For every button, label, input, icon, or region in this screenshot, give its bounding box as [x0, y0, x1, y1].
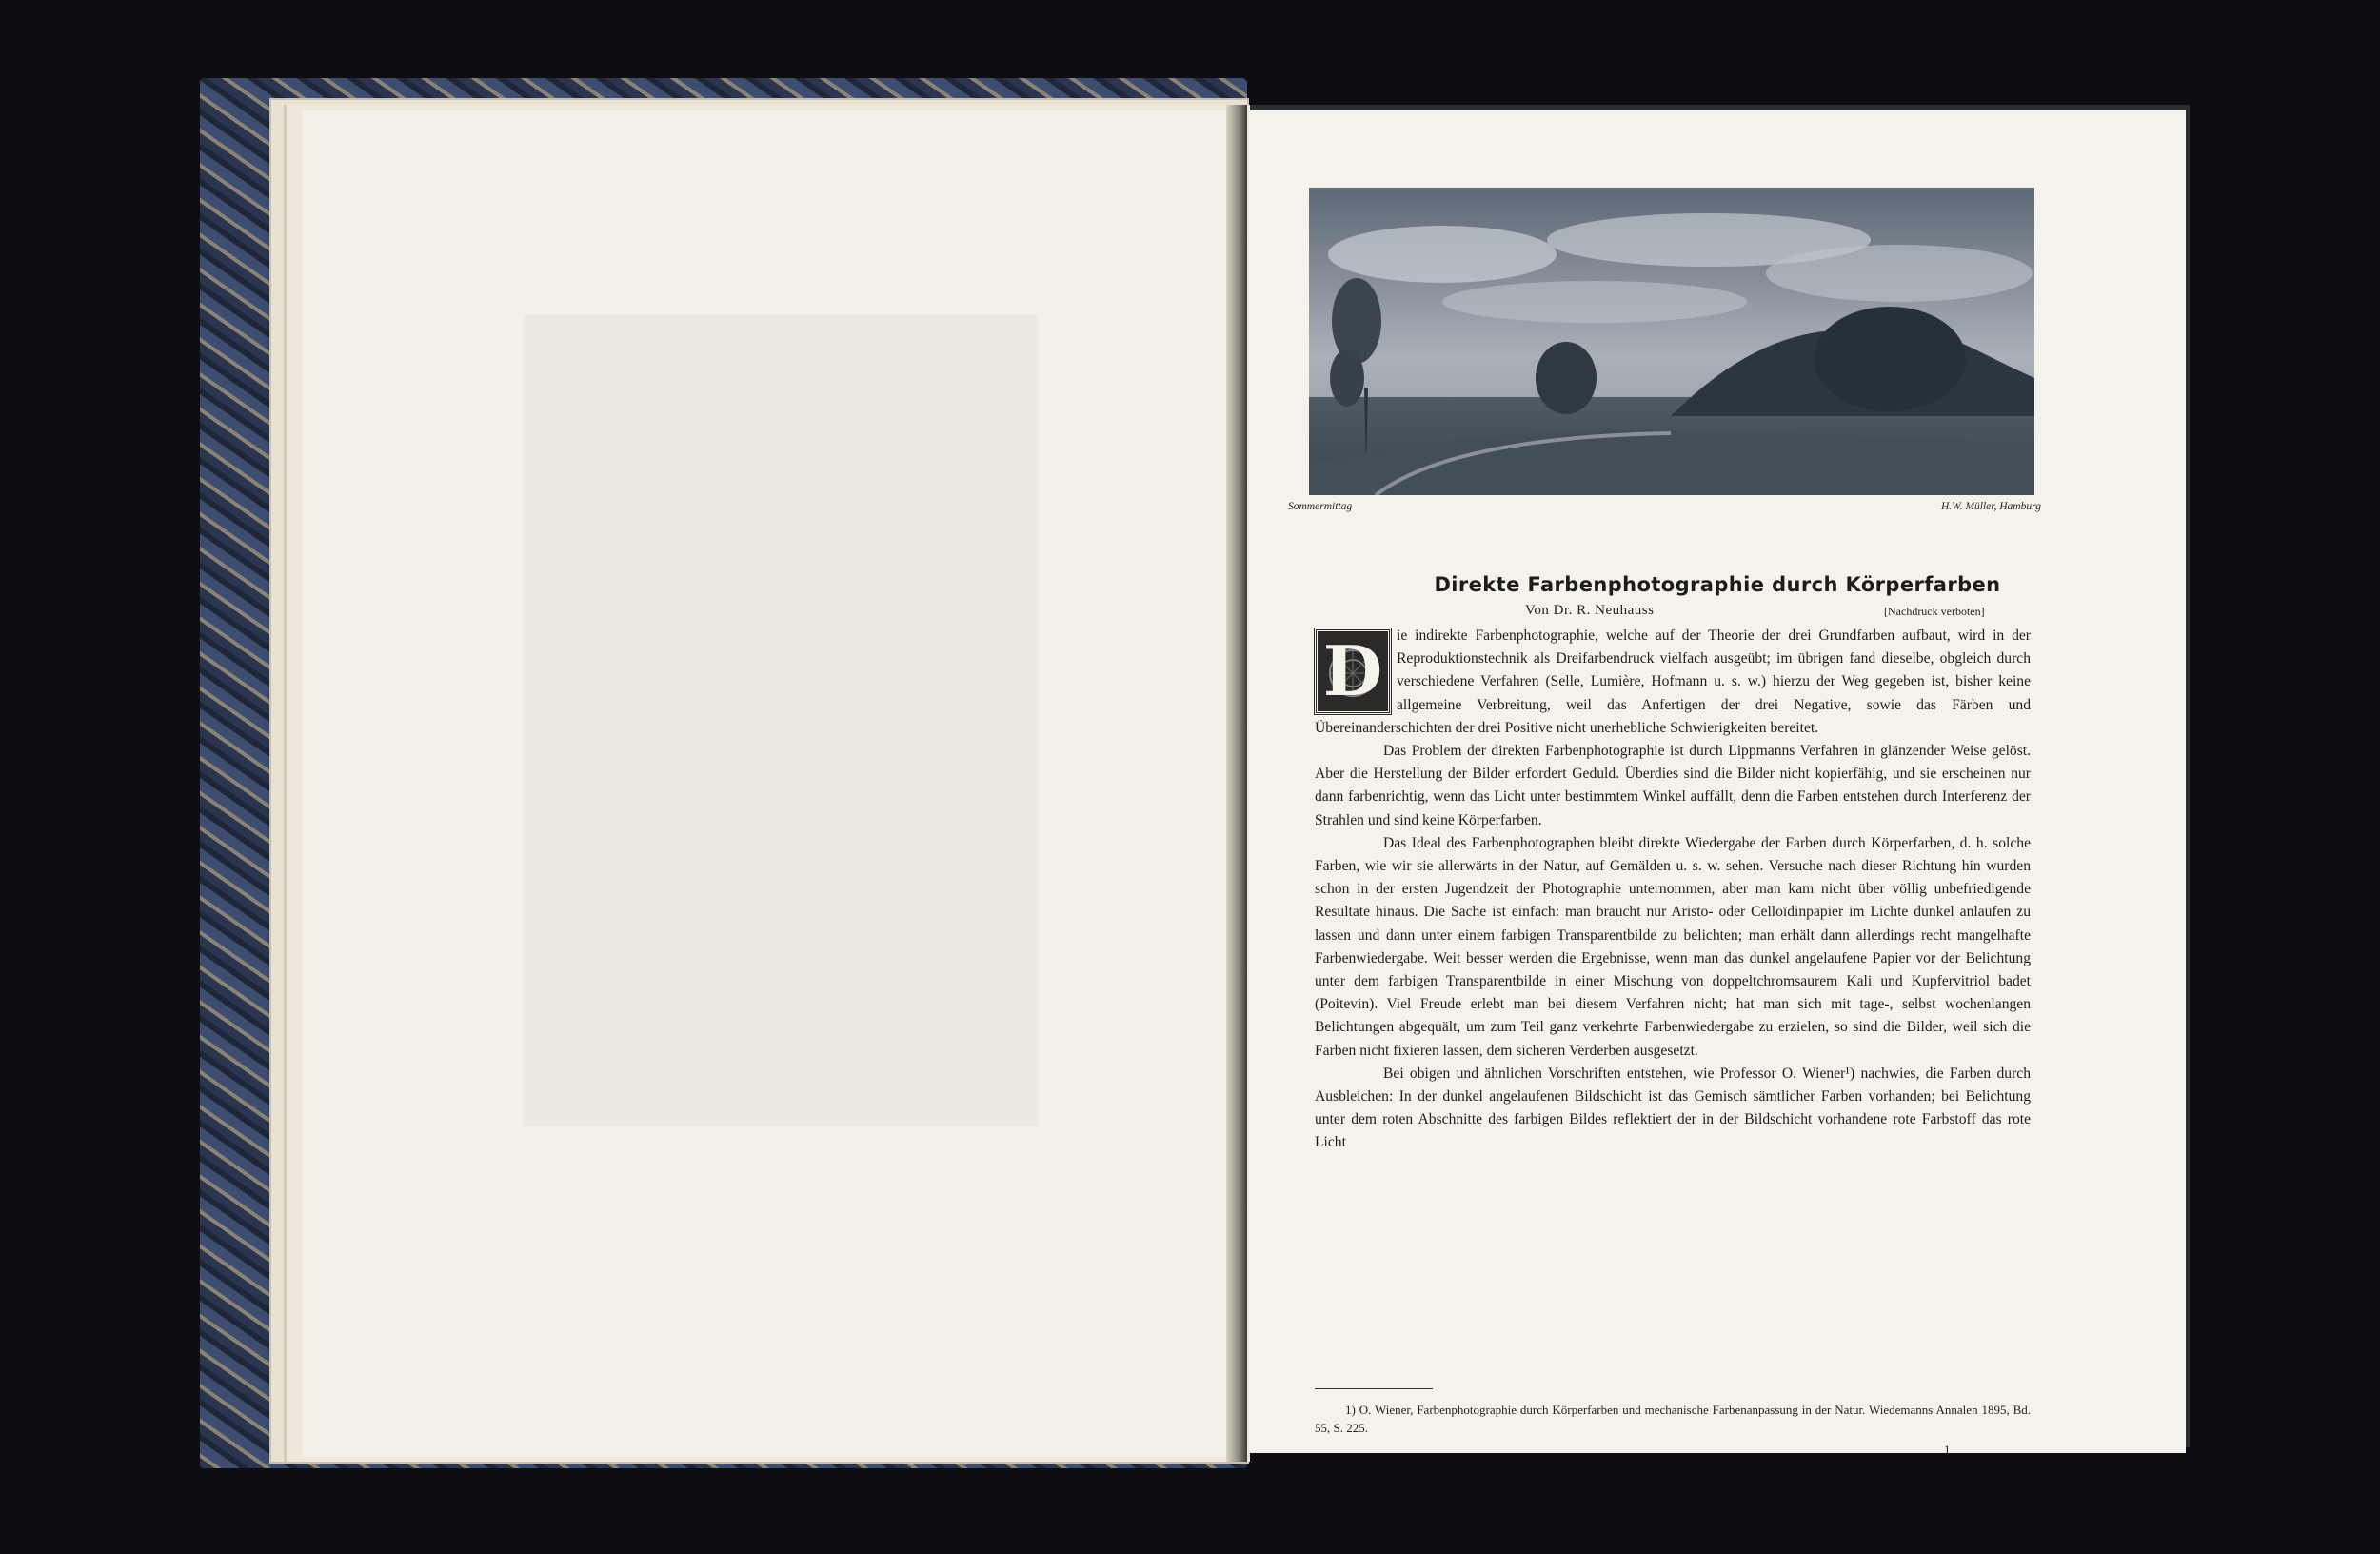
paragraph-2: Das Problem der direkten Farbenphotographie ist durch Lippmanns Verfahren in glänzender Weise gelöst. Aber die Herstellung der Bilder erfordert Geduld. Überdies sind die Bilder nicht kopierfähig, und sie erscheinen nur dann farbenrichtig, wenn das Licht unter bestimmtem Winkel auffällt, denn die Farben entstehen durch Interferenz der Strahlen und sind keine Körperfarben.: [1315, 743, 2031, 828]
article-title: Direkte Farbenphotographie durch Körperfarben: [1434, 573, 2001, 596]
reprint-notice: [Nachdruck verboten]: [1884, 605, 1985, 618]
photo-caption-title: Sommermittag: [1288, 501, 1353, 512]
footnote-text: 1) O. Wiener, Farbenphotographie durch Körperfarben und mechanische Farbenanpassung in der Natur. Wiedemanns Annalen 1895, Bd. 55, S. 225.: [1315, 1403, 2031, 1435]
footnote: [1315, 1401, 2031, 1437]
article-byline: Von Dr. R. Neuhauss: [1525, 603, 1655, 618]
book-gutter: [1226, 105, 1247, 1462]
article-body: [1315, 625, 2031, 1155]
landscape-image: [1309, 188, 2034, 495]
tissue-guard: [524, 314, 1038, 1126]
right-page: [1249, 110, 2186, 1457]
photo-caption-credit: H.W. Müller, Hamburg: [1941, 501, 2041, 512]
initial-letter: D: [1322, 629, 1383, 711]
paragraph-4: Bei obigen und ähnlichen Vorschriften entstehen, wie Professor O. Wiener¹) nachwies, die Farben durch Ausbleichen: In der dunkel angelaufenen Bildschicht ist das Gemisch sämtlicher Farben vorhanden; bei Belichtung unter dem roten Abschnitte des farbigen Bildes reflektiert der in der Bildschicht vorhandene rote Farbstoff das rote Licht: [1315, 1065, 2031, 1151]
landscape-photograph: [1309, 188, 2034, 495]
paragraph-1: [1315, 625, 2031, 740]
paragraph-3: Das Ideal des Farbenphotographen bleibt direkte Wiedergabe der Farben durch Körperfarben, d. h. solche Farben, wie wir sie allerwärts in der Natur, auf Gemälden u. s. w. sehen. Versuche nach dieser Richtung hin wurden schon in der ersten Jugendzeit der Photographie unternommen, aber man kam nicht über völlig unbefriedigende Resultate hinaus. Die Sache ist einfach: man braucht nur Aristo- oder Celloïdinpapier im Lichte dunkel anlaufen zu lassen und dann unter einem farbigen Transparentbilde zu belichten; man erhält dann allerdings recht mangelhafte Farbenwiedergabe. Weit besser werden die Ergebnisse, wenn man das dunkel angelaufene Papier vor der Belichtung unter dem farbigen Transparentbilde in einer Mischung von doppeltchromsaurem Kali und Kupfervitriol badet (Poitevin). Viel Freude erlebt man bei diesem Verfahren nicht; hat man sich mit tage-, selbst wochenlangen Belichtungen abgequält, um zum Teil ganz verkehrte Farbenwiedergabe zu erzielen, so sind die Bilder, weil sich die Farben nicht fixieren lassen, dem sicheren Verderben ausgesetzt.: [1315, 834, 2031, 1059]
footnote-rule: [1315, 1388, 1433, 1389]
paragraph-1-text: ie indirekte Farbenphotographie, welche auf der Theorie der drei Grundfarben aufbaut, wird in der Reproduktionstechnik als Dreifarbendruck vielfach ausgeübt; im übrigen fand dieselbe, obgleich durch verschiedene Verfahren (Selle, Lumière, Hofmann u. s. w.) hierzu der Weg gegeben ist, bisher keine allgemeine Verbreitung, weil das Anfertigen der drei Negative, sowie das Färben und Übereinanderschichten der drei Positive nicht unerhebliche Schwierigkeiten bereitet.: [1315, 628, 2031, 736]
page-number: 1: [1944, 1443, 1951, 1457]
decorated-initial: [1315, 628, 1391, 714]
left-page-blank: [303, 110, 1226, 1457]
